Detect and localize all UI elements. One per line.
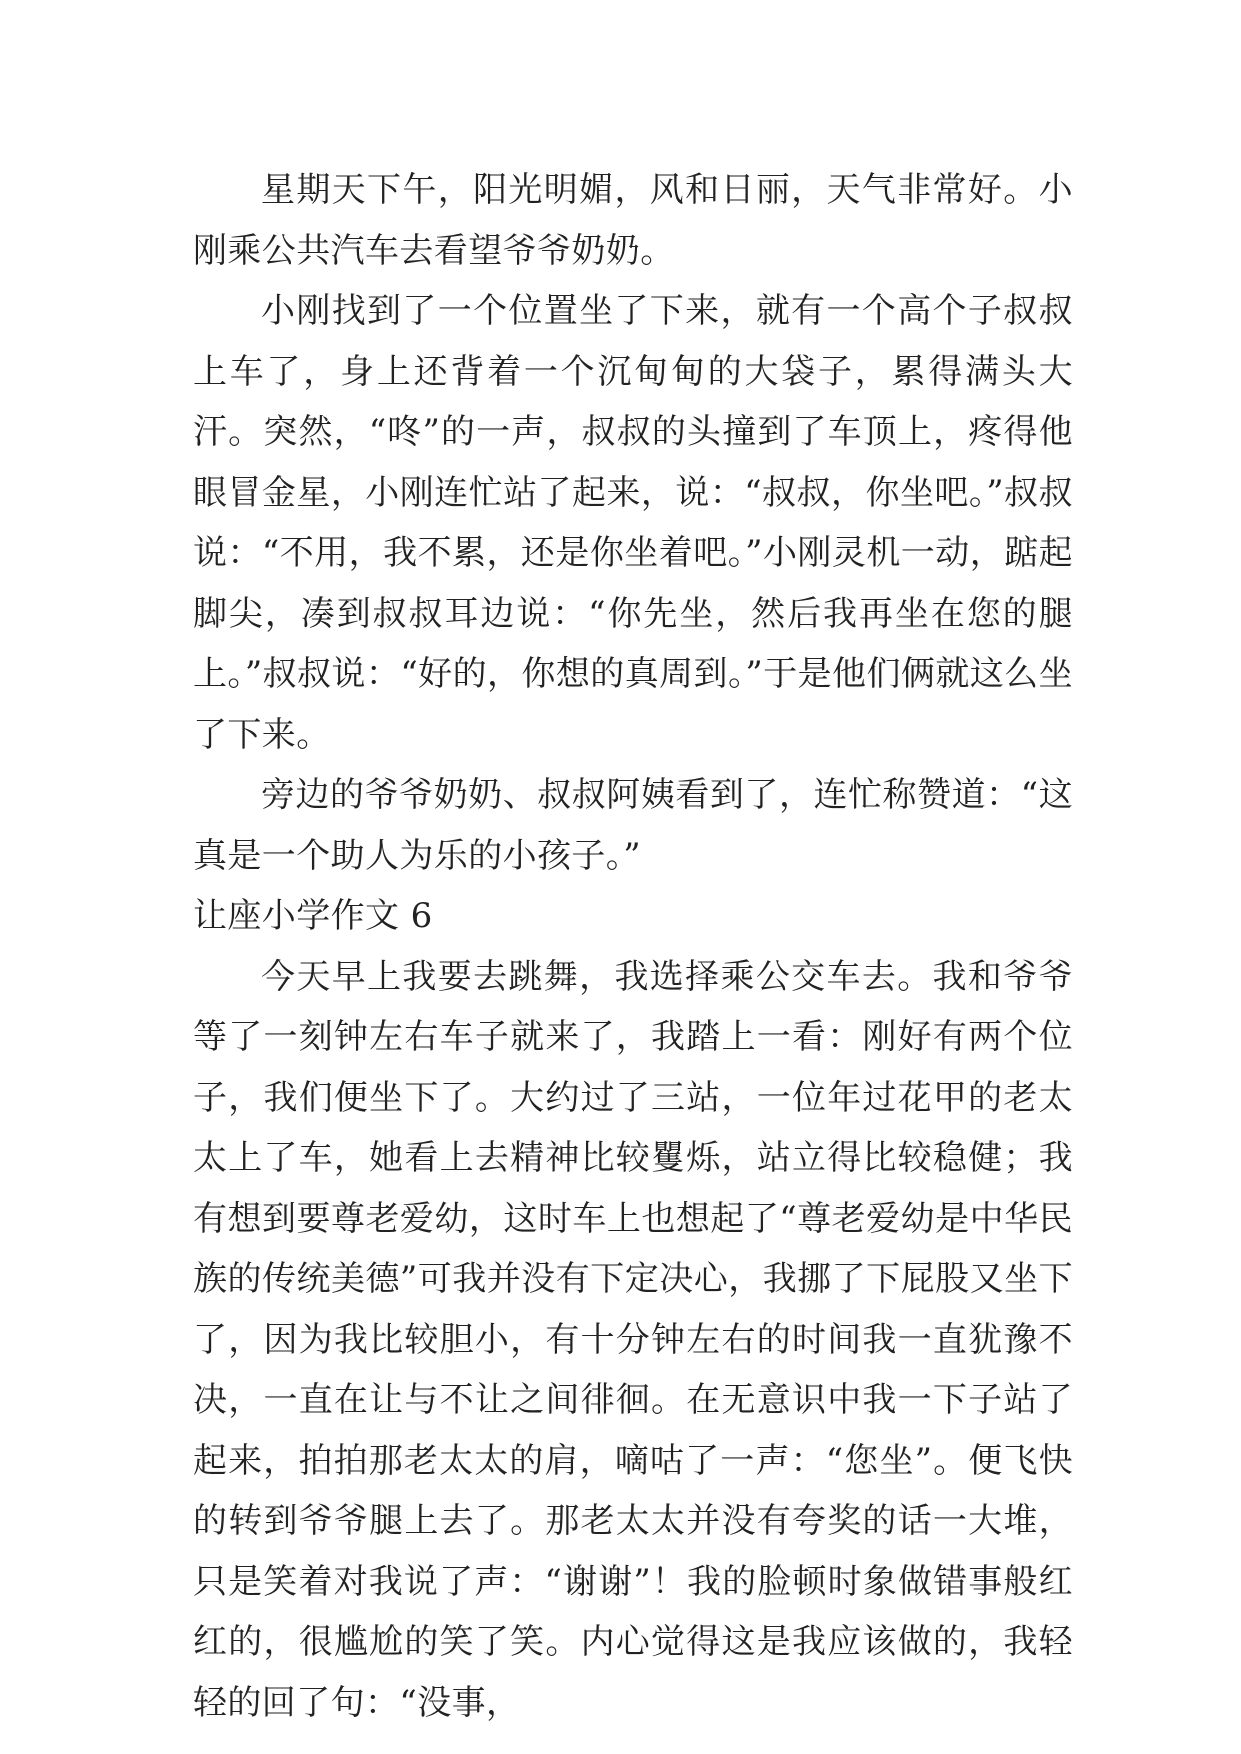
- paragraph-1: 星期天下午，阳光明媚，风和日丽，天气非常好。小刚乘公共汽车去看望爷爷奶奶。: [193, 170, 1073, 271]
- essay-heading: 让座小学作文 6: [193, 896, 433, 936]
- paragraph-2: 小刚找到了一个位置坐了下来，就有一个高个子叔叔上车了，身上还背着一个沉甸甸的大袋子，累得满头大汗。突然，“咚”的一声，叔叔的头撞到了车顶上，疼得他眼冒金星，小刚连忙站了起来，说：“叔叔，你坐吧。”叔叔说：“不用，我不累，还是你坐着吧。”小刚灵机一动，踮起脚尖，凑到叔叔耳边说：“你先坐，然后我再坐在您的腿上。”叔叔说：“好的，你想的真周到。”于是他们俩就这么坐了下来。: [193, 291, 1073, 755]
- paragraph-4: 今天早上我要去跳舞，我选择乘公交车去。我和爷爷等了一刻钟左右车子就来了，我踏上一看：刚好有两个位子，我们便坐下了。大约过了三站，一位年过花甲的老太太上了车，她看上去精神比较矍烁，站立得比较稳健；我有想到要尊老爱幼，这时车上也想起了“尊老爱幼是中华民族的传统美德”可我并没有下定决心，我挪了下屁股又坐下了，因为我比较胆小，有十分钟左右的时间我一直犹豫不决，一直在让与不让之间徘徊。在无意识中我一下子站了起来，拍拍那老太太的肩，嘀咕了一声：“您坐”。便飞快的转到爷爷腿上去了。那老太太并没有夸奖的话一大堆，只是笑着对我说了声：“谢谢”！我的脸顿时象做错事般红红的，很尴尬的笑了笑。内心觉得这是我应该做的，我轻轻的回了句：“没事，: [193, 956, 1073, 1723]
- essay-text: [193, 160, 1073, 1733]
- paragraph-3: 旁边的爷爷奶奶、叔叔阿姨看到了，连忙称赞道：“这真是一个助人为乐的小孩子。”: [193, 775, 1073, 876]
